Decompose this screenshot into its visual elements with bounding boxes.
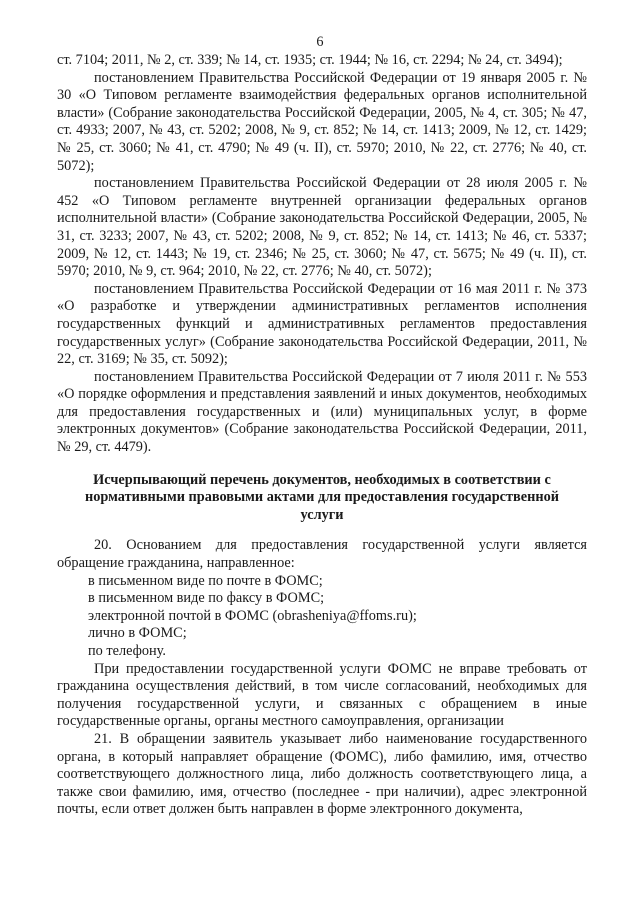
list-item: в письменном виде по факсу в ФОМС; <box>88 590 325 607</box>
list-item: по телефону. <box>88 643 166 659</box>
paragraph-20: 20. Основанием для предоставления государственной услуги является обращение гражданина, направленное: <box>57 537 587 572</box>
paragraph-21: 21. В обращении заявитель указывает либо наименование государственного органа, в который направляет обращение (ФОМС), либо фамилию, имя, отчество соответствующего должностного лица, либо должность соответствующего лица, а также свои фамилию, имя, отчество (последнее - при наличии), адрес электронной почты, если ответ должен быть направлен в форме электронного документа, <box>57 730 587 818</box>
list-item: в письменном виде по почте в ФОМС; <box>88 572 323 589</box>
list-item: электронной почтой в ФОМС (obrasheniya@ffoms.ru); <box>88 607 417 624</box>
paragraph-decree-452: постановлением Правительства Российской Федерации от 28 июля 2005 г. № 452 «О Типовом регламенте внутренней организации федеральных органов исполнительной власти» (Собрание законодательства Российской Федерации, 2005, № 31, ст. 3233; 2007, № 43, ст. 5202; 2008, № 9, ст. 852; № 14, ст. 1413; № 46, ст. 5337; 2009, № 12, ст. 1443; № 19, ст. 2346; № 25, ст. 3060; № 47, ст. 5675; № 49 (ч. II), ст. 5970; 2010, № 9, ст. 964; 2010, № 22, ст. 2776; № 40, ст. 5072); <box>57 175 587 280</box>
paragraph-decree-30: постановлением Правительства Российской Федерации от 19 января 2005 г. № 30 «О Типовом регламенте взаимодействия федеральных органов исполнительной власти» (Собрание законодательства Российской Федерации, 2005, № 4, ст. 305; № 47, ст. 4933; 2007, № 43, ст. 5202; 2008, № 9, ст. 852; № 14, ст. 1413; 2009, № 12, ст. 1429; № 25, ст. 3060; № 41, ст. 4790; № 49 (ч. II), ст. 5970; 2010, № 22, ст. 2776; № 40, ст. 5072); <box>57 69 587 174</box>
paragraph-decree-553: постановлением Правительства Российской Федерации от 7 июля 2011 г. № 553 «О порядке оформления и представления заявлений и иных документов, необходимых для предоставления государственных и (или) муниципальных услуг, в форме электронных документов» (Собрание законодательства Российской Федерации, 2011, № 29, ст. 4479). <box>57 368 587 456</box>
list-item: лично в ФОМС; <box>88 625 187 642</box>
section-heading: Исчерпывающий перечень документов, необходимых в соответствии с нормативными правовыми актами для предоставления государственной услуги <box>85 471 559 523</box>
paragraph-decree-373: постановлением Правительства Российской Федерации от 16 мая 2011 г. № 373 «О разработке и утверждении административных регламентов исполнения государственных функций и административных регламентов предоставления государственных услуг» (Собрание законодательства Российской Федерации, 2011, № 22, ст. 3169; № 35, ст. 5092); <box>57 280 587 368</box>
page-number: 6 <box>316 34 324 50</box>
paragraph-restriction: При предоставлении государственной услуги ФОМС не вправе требовать от гражданина осуществления действий, в том числе согласований, необходимых для получения государственной услуги, и связанных с обращением в иные государственные органы, органы местного самоуправления, организации <box>57 660 587 730</box>
document-body <box>57 52 587 819</box>
paragraph-continuation: ст. 7104; 2011, № 2, ст. 339; № 14, ст. 1935; ст. 1944; № 16, ст. 2294; № 24, ст. 3494); <box>57 52 563 68</box>
